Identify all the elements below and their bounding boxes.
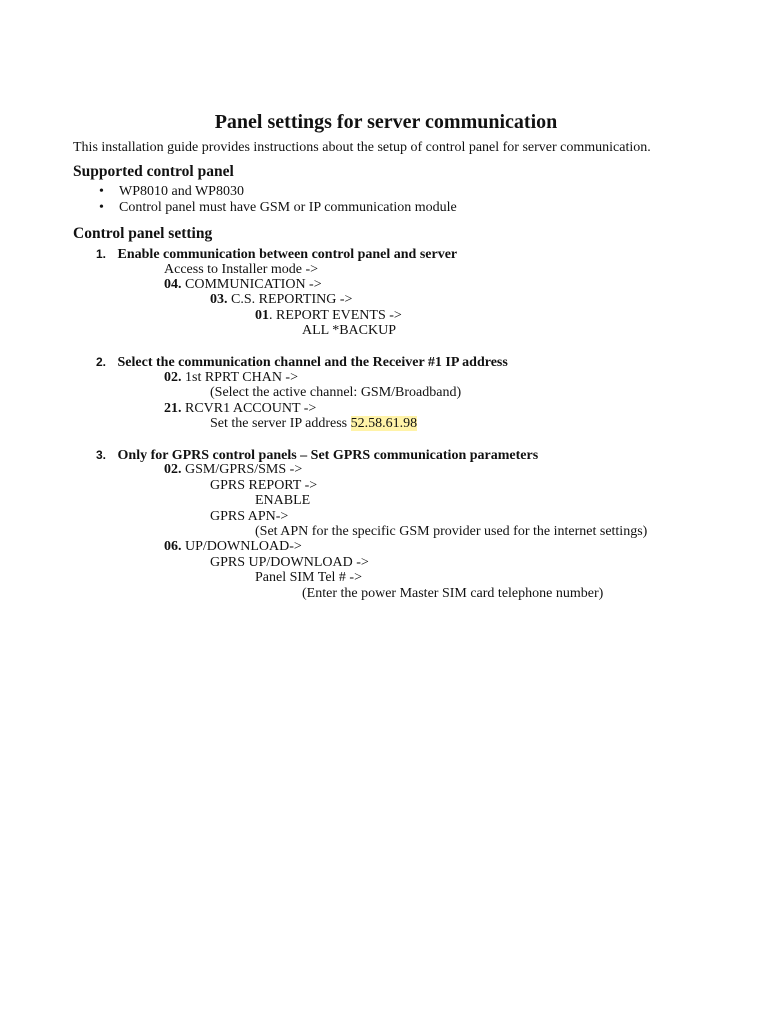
list-item-text: Control panel must have GSM or IP communication module — [119, 200, 457, 215]
menu-code: 04. — [164, 277, 182, 292]
document-title: Panel settings for server communication — [214, 111, 558, 133]
step-line — [210, 555, 369, 571]
step-line — [255, 308, 402, 324]
bullet-icon: • — [99, 200, 104, 215]
server-ip-highlight: 52.58.61.98 — [350, 416, 418, 431]
step-number: 2. — [96, 355, 107, 369]
step-line — [210, 478, 317, 494]
step-line — [164, 277, 322, 293]
step-line-text: (Enter the power Master SIM card telephone number) — [302, 586, 604, 601]
step-line — [164, 370, 298, 386]
step-line-text: Set the server IP address — [210, 416, 348, 431]
menu-code: 06. — [164, 539, 182, 554]
menu-code: 01 — [255, 308, 269, 323]
list-item — [97, 200, 457, 216]
step-line — [164, 462, 302, 478]
menu-code: 02. — [164, 370, 182, 385]
step-line-text: GPRS REPORT -> — [210, 478, 318, 493]
step-line — [255, 524, 647, 540]
list-item-text: WP8010 and WP8030 — [119, 184, 244, 199]
step-number: 1. — [96, 247, 107, 261]
step-line-text: GPRS UP/DOWNLOAD -> — [210, 555, 369, 570]
step-number: 3. — [96, 448, 107, 462]
step-title: Select the communication channel and the Receiver #1 IP address — [117, 355, 508, 370]
step-line-text: C.S. REPORTING -> — [231, 292, 353, 307]
step-line — [164, 539, 302, 555]
step-2-heading — [96, 354, 508, 371]
step-line — [210, 509, 288, 525]
step-line-text: ENABLE — [255, 493, 311, 508]
step-line — [255, 570, 362, 586]
step-line — [164, 262, 318, 278]
step-line — [255, 493, 310, 509]
setting-heading: Control panel setting — [73, 225, 213, 242]
step-line-text: GSM/GPRS/SMS -> — [185, 462, 303, 477]
supported-heading: Supported control panel — [73, 163, 234, 180]
step-line-text: 1st RPRT CHAN -> — [185, 370, 298, 385]
menu-code: 03. — [210, 292, 228, 307]
menu-code: 21. — [164, 401, 182, 416]
step-line-text: UP/DOWNLOAD-> — [185, 539, 302, 554]
step-line-text: GPRS APN-> — [210, 509, 289, 524]
step-3-heading — [96, 447, 538, 464]
step-line — [302, 586, 603, 602]
step-title: Enable communication between control panel and server — [117, 247, 458, 262]
step-line-text: RCVR1 ACCOUNT -> — [185, 401, 317, 416]
step-line-text: . REPORT EVENTS -> — [269, 308, 402, 323]
intro-paragraph: This installation guide provides instructions about the setup of control panel for server communication. — [73, 140, 651, 155]
step-line — [164, 401, 316, 417]
step-line-text: COMMUNICATION -> — [185, 277, 322, 292]
step-title: Only for GPRS control panels – Set GPRS communication parameters — [117, 448, 539, 463]
step-line — [302, 323, 396, 339]
menu-code: 02. — [164, 462, 182, 477]
step-line-text: (Set APN for the specific GSM provider used for the internet settings) — [255, 524, 648, 539]
step-line-text: Panel SIM Tel # -> — [255, 570, 362, 585]
step-line — [210, 292, 352, 308]
step-1-heading — [96, 246, 457, 263]
step-line — [210, 416, 417, 432]
supported-list — [97, 184, 457, 216]
step-line-text: Access to Installer mode -> — [164, 262, 319, 277]
step-line — [210, 385, 461, 401]
step-line-text: (Select the active channel: GSM/Broadband) — [210, 385, 462, 400]
list-item — [97, 184, 457, 200]
step-line-text: ALL *BACKUP — [302, 323, 396, 338]
bullet-icon: • — [99, 184, 104, 199]
